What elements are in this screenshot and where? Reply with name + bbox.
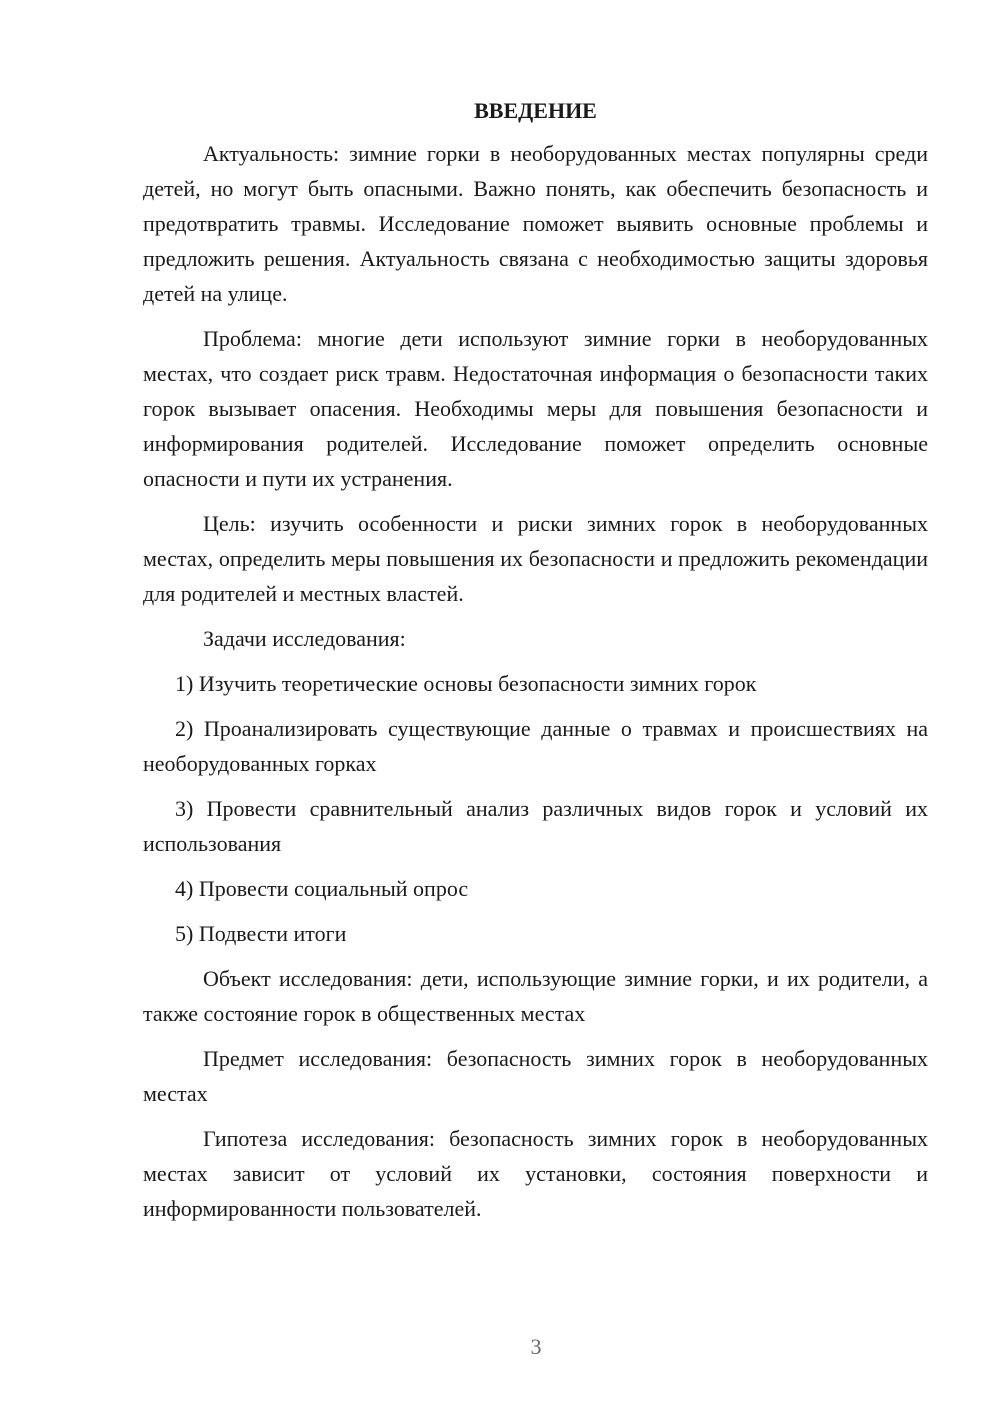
goal-paragraph: Цель: изучить особенности и риски зимних горок в необорудованных местах, определить меры повышения их безопасности и предложить рекомендации для родителей и местных властей. (143, 511, 928, 606)
document-page (143, 96, 928, 1236)
subject-paragraph: Предмет исследования: безопасность зимних горок в необорудованных местах (143, 1046, 928, 1106)
page-number: 3 (530, 1334, 542, 1359)
tasks-heading: Задачи исследования: (203, 626, 406, 651)
hypothesis-paragraph: Гипотеза исследования: безопасность зимних горок в необорудованных местах зависит от условий их установки, состояния поверхности и информированности пользователей. (143, 1126, 928, 1221)
task-item-3: 3) Провести сравнительный анализ различных видов горок и условий их использования (143, 796, 928, 856)
problem-paragraph: Проблема: многие дети используют зимние горки в необорудованных местах, что создает риск травм. Недостаточная информация о безопасности таких горок вызывает опасения. Необходимы меры для повышения безопасности и информирования родителей. Исследование поможет определить основные опасности и пути их устранения. (143, 326, 928, 491)
section-title: ВВЕДЕНИЕ (474, 98, 597, 123)
task-item-1: 1) Изучить теоретические основы безопасности зимних горок (175, 671, 757, 696)
task-item-4: 4) Провести социальный опрос (175, 876, 469, 901)
object-paragraph: Объект исследования: дети, использующие зимние горки, и их родители, а также состояние горок в общественных местах (143, 966, 928, 1026)
task-item-5: 5) Подвести итоги (175, 921, 347, 946)
task-item-2: 2) Проанализировать существующие данные о травмах и происшествиях на необорудованных горках (143, 716, 928, 776)
relevance-paragraph: Актуальность: зимние горки в необорудованных местах популярны среди детей, но могут быть опасными. Важно понять, как обеспечить безопасность и предотвратить травмы. Исследование поможет выявить основные проблемы и предложить решения. Актуальность связана с необходимостью защиты здоровья детей на улице. (143, 141, 928, 306)
